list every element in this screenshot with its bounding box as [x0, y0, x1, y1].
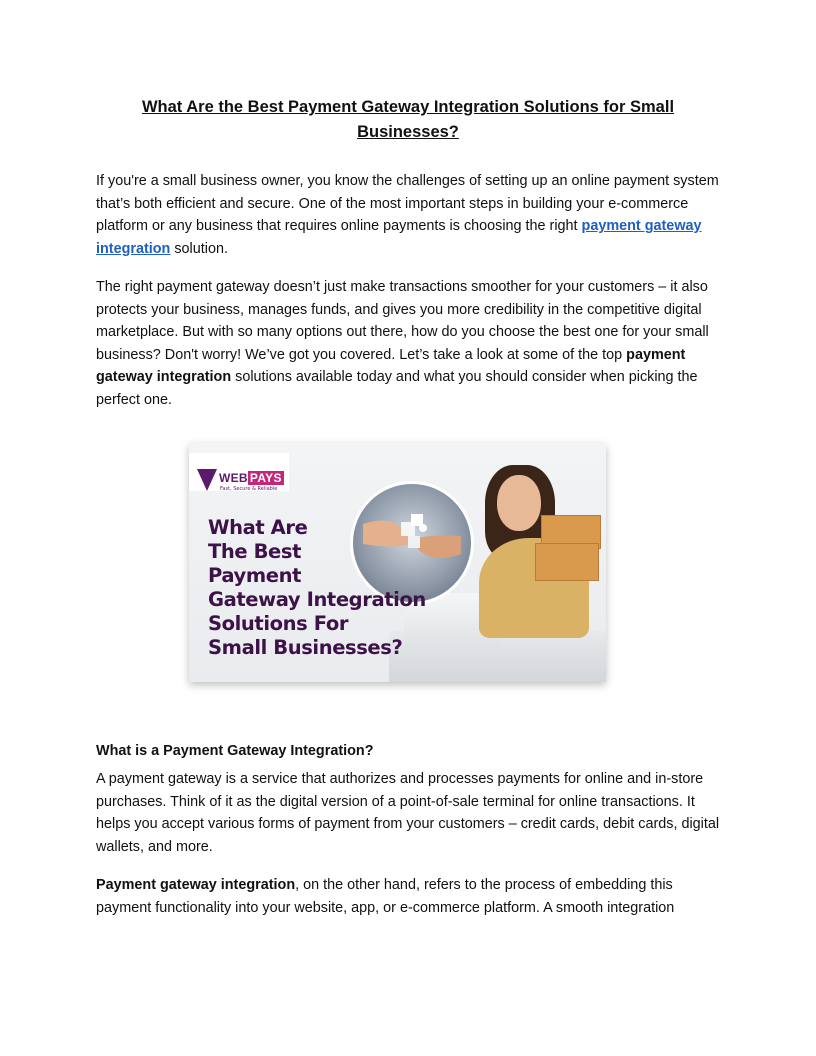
second-tail: solutions available today and what you should consider when picking the perfect one. [96, 369, 698, 408]
headline-line: Small Businesses? [208, 636, 403, 659]
title-line-1: What Are the Best Payment Gateway Integration Solutions for Small [141, 98, 675, 116]
logo-wordmark [219, 471, 284, 485]
article-banner-image [189, 443, 606, 682]
person-face [497, 475, 541, 531]
integration-paragraph [96, 874, 720, 919]
payment-gateway-integration-link[interactable]: payment gateway integration [96, 218, 702, 257]
second-bold: payment gateway integration [96, 346, 686, 386]
intro-tail: solution. [170, 240, 228, 257]
headline-line: Payment [208, 564, 301, 587]
intro-paragraph [96, 170, 720, 260]
title-line-2: Businesses? [357, 123, 459, 141]
banner-headline [208, 516, 448, 660]
second-text: The right payment gateway doesn’t just make transactions smoother for your customers – it also protects your business, manages funds, and gives you more credibility in the competitive digital marketplace. But with so many options out there, how do you choose the best one for your small business? Don't worry! We’ve got you covered. Let’s take a look at some of the top [96, 279, 709, 363]
definition-paragraph: A payment gateway is a service that authorizes and processes payments for online and in-store purchases. Think of it as the digital version of a point-of-sale terminal for online transactions. It helps you accept various forms of payment from your customers – credit cards, debit cards, digital wallets, and more. [96, 771, 720, 855]
headline-line: What Are [208, 516, 308, 539]
logo-web: WEB [219, 471, 248, 485]
logo-pays: PAYS [249, 471, 282, 485]
section-heading: What is a Payment Gateway Integration? [96, 743, 374, 759]
page-title [96, 95, 720, 145]
headline-line: Solutions For [208, 612, 349, 635]
second-paragraph [96, 276, 720, 412]
logo-v-mark [197, 469, 217, 491]
webpays-logo [189, 453, 289, 491]
integration-bold: Payment gateway integration [96, 877, 296, 893]
headline-line: Gateway Integration [208, 588, 426, 611]
logo-tagline: Fast, Secure & Reliable [220, 486, 278, 492]
intro-text: If you're a small business owner, you know the challenges of setting up an online payment system that’s both efficient and secure. One of the most important steps in building your e-commerce platform or any business that requires online payments is choosing the right [96, 173, 719, 235]
integration-text: , on the other hand, refers to the process of embedding this payment functionality into your website, app, or e-commerce platform. A smooth integration [96, 877, 675, 916]
headline-line: The Best [208, 540, 302, 563]
parcel-box-bottom [535, 543, 599, 581]
